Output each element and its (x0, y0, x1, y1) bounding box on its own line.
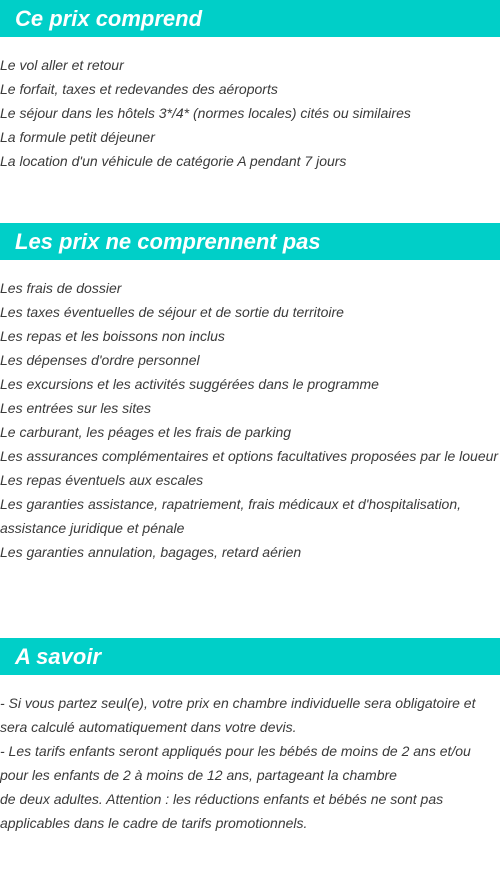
list-item: Les frais de dossier (0, 280, 122, 296)
list-item: Les repas et les boissons non inclus (0, 328, 225, 344)
included-list (0, 53, 500, 173)
list-item: Les repas éventuels aux escales (0, 472, 204, 488)
section-title-included: Ce prix comprend (0, 0, 500, 37)
excluded-list (0, 276, 500, 564)
section-title-excluded: Les prix ne comprennent pas (0, 223, 500, 260)
section-title-notes: A savoir (0, 638, 500, 675)
note-single-traveler: - Si vous partez seul(e), votre prix en chambre individuelle sera obligatoire et sera calculé automatiquement dans votre devis. (0, 695, 476, 735)
list-item: Le séjour dans les hôtels 3*/4* (normes locales) cités ou similaires (0, 105, 411, 121)
list-item: Les garanties assistance, rapatriement, frais médicaux et d'hospitalisation, assistance juridique et pénale (0, 496, 462, 536)
notes-text (0, 691, 500, 835)
list-item: Les dépenses d'ordre personnel (0, 352, 200, 368)
note-children-rates-continued: de deux adultes. Attention : les réductions enfants et bébés ne sont pas applicables dans le cadre de tarifs promotionnels. (0, 791, 444, 831)
list-item: Le carburant, les péages et les frais de parking (0, 424, 292, 440)
list-item: Les taxes éventuelles de séjour et de sortie du territoire (0, 304, 344, 320)
list-item: Le forfait, taxes et redevandes des aéroports (0, 81, 278, 97)
list-item: Les excursions et les activités suggérées dans le programme (0, 376, 379, 392)
list-item: Les entrées sur les sites (0, 400, 151, 416)
list-item: La location d'un véhicule de catégorie A pendant 7 jours (0, 153, 347, 169)
list-item: Le vol aller et retour (0, 57, 124, 73)
list-item: Les garanties annulation, bagages, retard aérien (0, 544, 302, 560)
list-item: La formule petit déjeuner (0, 129, 155, 145)
list-item: Les assurances complémentaires et options facultatives proposées par le loueur (0, 448, 499, 464)
note-children-rates: - Les tarifs enfants seront appliqués pour les bébés de moins de 2 ans et/ou pour les enfants de 2 à moins de 12 ans, partageant la chambre (0, 743, 471, 783)
